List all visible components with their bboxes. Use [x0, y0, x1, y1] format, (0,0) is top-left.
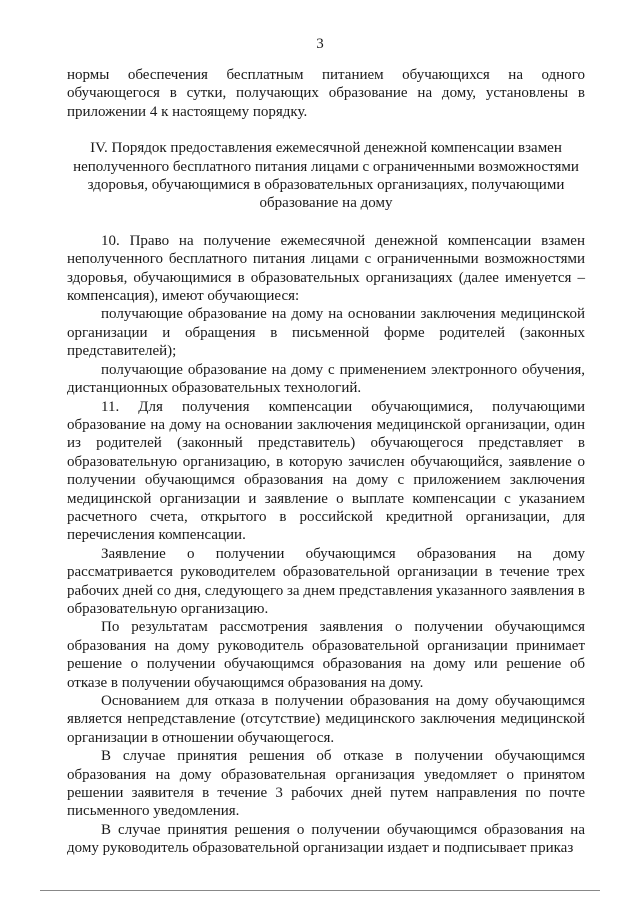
paragraph: нормы обеспечения бесплатным питанием обучающихся на одного обучающегося в сутки, получающих образование на дому, установлены в приложении 4 к настоящему порядку. [67, 67, 585, 120]
paragraph: В случае принятия решения об отказе в получении обучающимся образования на дому образовательная организация уведомляет о принятом решении заявителя в течение 3 рабочих дней путем направления по почте письменного уведомления. [67, 748, 585, 820]
scan-edge-line [40, 890, 600, 891]
paragraph: 11. Для получения компенсации обучающимися, получающими образование на дому на основании заключения медицинской организации, один из родителей (законный представитель) обучающегося представляет в образовательную организацию, в которую зачислен обучающийся, заявление о получении обучающимся образования на дому с приложением заключения медицинской организации и заявление о выплате компенсации с указанием расчетного счета, открытого в российской кредитной организации, для перечисления компенсации. [67, 398, 585, 544]
paragraph: Основанием для отказа в получении образования на дому обучающимся является непредставление (отсутствие) медицинского заключения медицинской организации в отношении обучающегося. [67, 693, 585, 746]
paragraph: получающие образование на дому с применением электронного обучения, дистанционных образовательных технологий. [67, 361, 585, 397]
document-body [67, 66, 585, 858]
paragraph: В случае принятия решения о получении обучающимся образования на дому руководитель образовательной организации издает и подписывает приказ [67, 821, 585, 857]
paragraph: По результатам рассмотрения заявления о получении обучающимся образования на дому руководитель образовательной организации принимает решение о получении обучающимся образования на дому или решение об отказе в получении обучающимся образования на дому. [67, 619, 585, 691]
paragraph: Заявление о получении обучающимся образования на дому рассматривается руководителем образовательной организации в течение трех рабочих дней со дня, следующего за днем представления указанного заявления в образовательную организацию. [67, 545, 585, 617]
paragraph: получающие образование на дому на основании заключения медицинской организации и обращения в письменной форме родителей (законных представителей); [67, 306, 585, 360]
paragraph: 10. Право на получение ежемесячной денежной компенсации взамен неполученного бесплатного питания лицами с ограниченными возможностями здоровья, обучающимися в образовательных организациях (далее именуется – компенсация), имеют обучающиеся: [67, 232, 585, 305]
page-number: 3 [316, 36, 324, 52]
section-heading: IV. Порядок предоставления ежемесячной денежной компенсации взамен неполученного бесплатного питания лицами с ограниченными возможностями здоровья, обучающимися в образовательных организациях, получающими образование на дому [73, 140, 579, 212]
